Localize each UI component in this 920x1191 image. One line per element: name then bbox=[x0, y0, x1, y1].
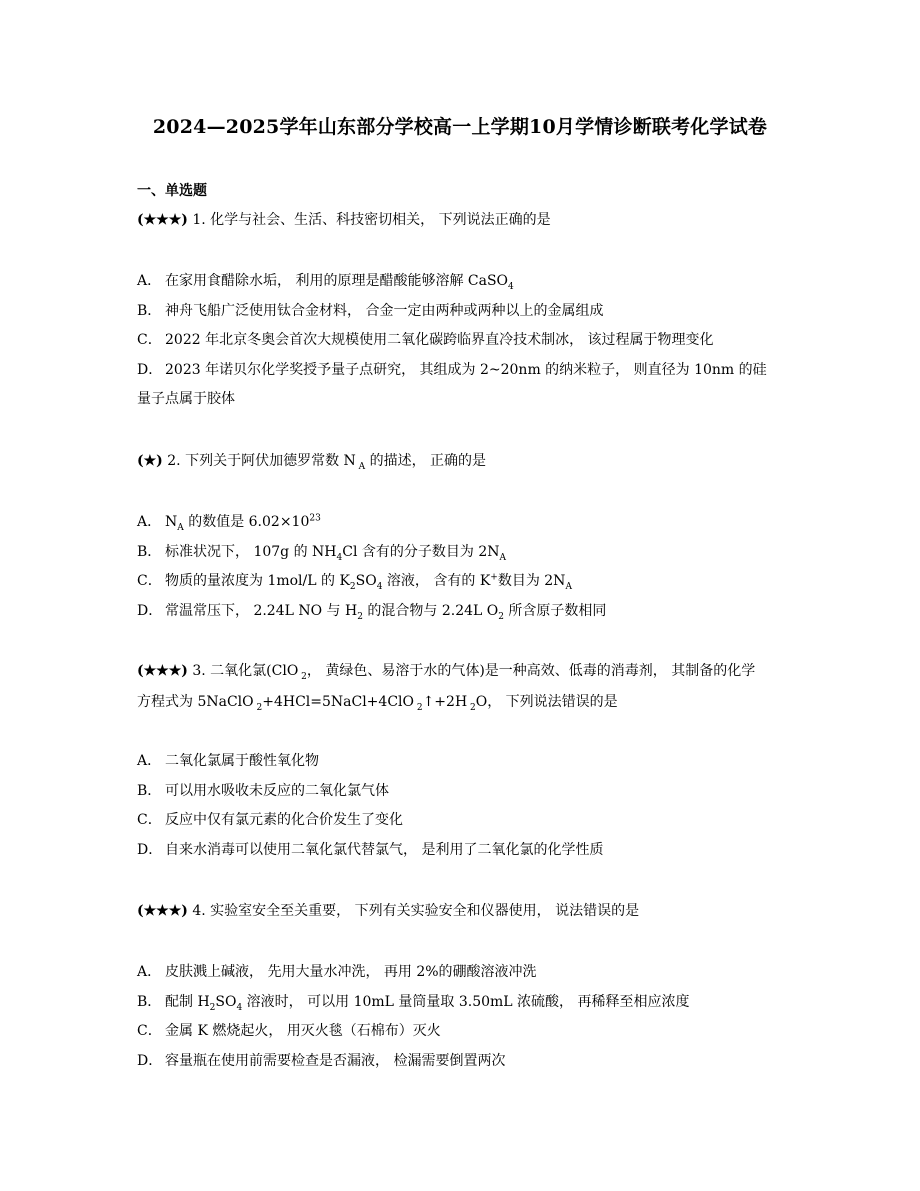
question-1-option-d: D． 2023 年诺贝尔化学奖授予量子点研究， 其组成为 2~20nm 的纳米粒子， 则直径为 10nm 的硅 bbox=[137, 362, 767, 378]
section-heading-single-choice: 一、单选题 bbox=[137, 183, 207, 199]
question-3-option-b: B． 可以用水吸收未反应的二氧化氯气体 bbox=[137, 783, 389, 799]
difficulty-stars: (★★★) bbox=[137, 212, 188, 228]
exam-title: 2024—2025学年山东部分学校高一上学期10月学情诊断联考化学试卷 bbox=[152, 116, 768, 138]
question-2-option-c: C． 物质的量浓度为 1mol/L 的 $K_2SO_4$ 溶液， 含有的 K+数目为 $2N_A$ bbox=[137, 572, 572, 592]
question-2-stem: (★) 2. 下列关于阿伏加德罗常数 N $_A$ 的描述， 正确的是 bbox=[137, 453, 487, 472]
question-3-option-c: C． 反应中仅有氯元素的化合价发生了变化 bbox=[137, 812, 403, 828]
question-1-option-d-continued: 量子点属于胶体 bbox=[137, 391, 235, 407]
question-2-option-b: B． 标准状况下， 107g 的 $NH_4Cl$ 含有的分子数目为 $2N_A$ bbox=[137, 544, 506, 563]
difficulty-stars: (★) bbox=[137, 453, 163, 469]
difficulty-stars: (★★★) bbox=[137, 903, 188, 919]
question-1-option-c: C． 2022 年北京冬奥会首次大规模使用二氧化碳跨临界直冷技术制冰， 该过程属于物理变化 bbox=[137, 332, 714, 348]
question-4-option-a: A． 皮肤溅上碱液， 先用大量水冲洗， 再用 2%的硼酸溶液冲洗 bbox=[137, 964, 537, 980]
question-3-stem: (★★★) 3. 二氧化氯(ClO $_2$， 黄绿色、易溶于水的气体)是一种高效、低毒的消毒剂， 其制备的化学 bbox=[137, 663, 756, 682]
difficulty-stars: (★★★) bbox=[137, 663, 188, 679]
question-1-option-b: B． 神舟飞船广泛使用钛合金材料， 合金一定由两种或两种以上的金属组成 bbox=[137, 303, 604, 319]
question-1-stem: (★★★) 1. 化学与社会、生活、科技密切相关， 下列说法正确的是 bbox=[137, 212, 551, 228]
question-1-option-a: A． 在家用食醋除水垢， 利用的原理是醋酸能够溶解 CaSO$_4$ bbox=[137, 273, 514, 292]
question-4-option-c: C． 金属 K 燃烧起火， 用灭火毯（石棉布）灭火 bbox=[137, 1023, 441, 1039]
question-3-stem-continued: 方程式为 5NaClO $_2$+4HCl=5NaCl+4ClO $_2$↑+2H $_2$O， 下列说法错误的是 bbox=[137, 694, 618, 713]
question-4-option-d: D． 容量瓶在使用前需要检查是否漏液， 检漏需要倒置两次 bbox=[137, 1053, 506, 1069]
question-3-option-d: D． 自来水消毒可以使用二氧化氯代替氯气， 是利用了二氧化氯的化学性质 bbox=[137, 842, 604, 858]
question-2-option-a: A． $N_A$ 的数值是 $6.02\times 10^{23}$ bbox=[137, 513, 321, 533]
question-4-stem: (★★★) 4. 实验室安全至关重要， 下列有关实验安全和仪器使用， 说法错误的是 bbox=[137, 903, 640, 919]
question-2-option-d: D． 常温常压下， 2.24L NO 与 $H_2$ 的混合物与 2.24L $O_2$ 所含原子数相同 bbox=[137, 603, 607, 622]
question-3-option-a: A． 二氧化氯属于酸性氧化物 bbox=[137, 753, 319, 769]
question-4-option-b: B． 配制 $H_2SO_4$ 溶液时， 可以用 10mL 量筒量取 3.50mL 浓硫酸， 再稀释至相应浓度 bbox=[137, 994, 690, 1013]
